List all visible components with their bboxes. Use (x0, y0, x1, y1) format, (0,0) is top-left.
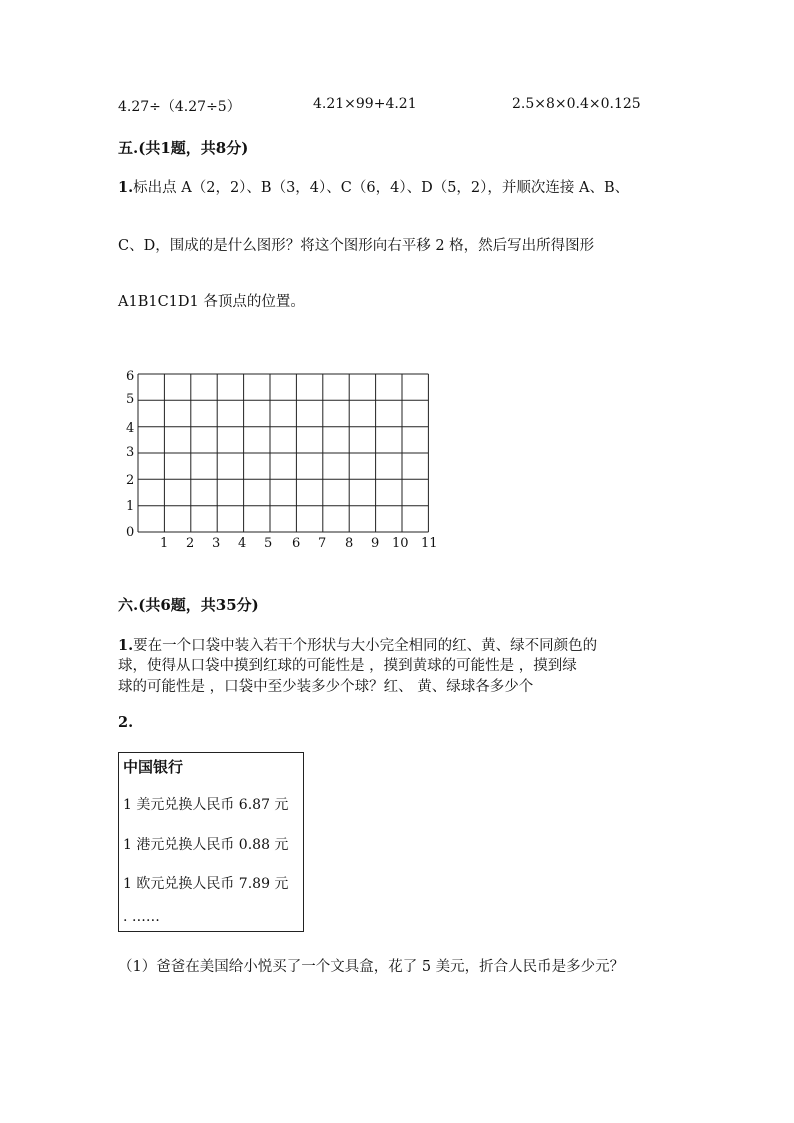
y-tick-label: 5 (126, 392, 135, 407)
question-text-line-2: C、D，围成的是什么图形？将这个图形向右平移 2 格，然后写出所得图形 (118, 238, 595, 254)
x-tick-label: 4 (238, 536, 247, 551)
section-6-heading: 六.(共6题，共35分) (118, 596, 259, 614)
expression-1: 4.27÷（4.27÷5） (118, 99, 241, 115)
x-tick-label: 5 (264, 536, 273, 551)
x-tick-label: 10 (392, 536, 409, 551)
ellipsis: . …… (123, 909, 160, 925)
question-text-line-1: 要在一个口袋中装入若干个形状与大小完全相同的红、黄、绿不同颜色的 (133, 638, 598, 654)
exchange-rate-row: 1 港元兑换人民币 0.88 元 (123, 837, 289, 853)
y-tick-label: 2 (126, 473, 135, 488)
section-6-question-1 (118, 634, 597, 655)
x-tick-label: 11 (421, 536, 438, 551)
x-tick-label: 7 (318, 536, 327, 551)
y-tick-label: 4 (126, 421, 135, 436)
bank-title: 中国银行 (123, 758, 184, 776)
x-tick-label: 2 (186, 536, 195, 551)
question-text-line-1: 标出点 A（2，2）、B（3，4）、C（6，4）、D（5，2），并顺次连接 A、B、 (133, 180, 630, 196)
x-tick-label: 6 (292, 536, 301, 551)
question-text-line-3: 球的可能性是 ，口袋中至少装多少个球？红、 黄、绿球各多少个 (118, 679, 534, 695)
section-6-question-2-number: 2. (118, 714, 134, 731)
y-tick-label: 3 (126, 445, 135, 460)
x-tick-label: 1 (160, 536, 169, 551)
question-text-line-2: 球，使得从口袋中摸到红球的可能性是 ，摸到黄球的可能性是 ，摸到绿 (118, 658, 577, 674)
question-number: 1. (118, 179, 134, 196)
sub-question-1: （1）爸爸在美国给小悦买了一个文具盒，花了 5 美元，折合人民币是多少元？ (118, 959, 625, 975)
x-tick-label: 8 (345, 536, 354, 551)
exchange-rate-row: 1 美元兑换人民币 6.87 元 (123, 797, 289, 813)
question-number: 1. (118, 637, 134, 654)
x-tick-label: 3 (212, 536, 221, 551)
section-5-heading: 五.(共1题，共8分) (118, 139, 249, 157)
expression-3: 2.5×8×0.4×0.125 (512, 96, 641, 112)
exchange-rate-row: 1 欧元兑换人民币 7.89 元 (123, 876, 289, 892)
x-tick-label: 9 (371, 536, 380, 551)
section-5-question-1 (118, 176, 629, 197)
expression-2: 4.21×99+4.21 (313, 96, 417, 112)
coordinate-grid (118, 366, 448, 556)
question-text-line-3: A1B1C1D1 各顶点的位置。 (118, 294, 305, 310)
y-tick-label: 1 (126, 499, 135, 514)
exchange-rate-table (118, 752, 304, 932)
y-tick-label: 6 (126, 369, 135, 384)
grid-lines (138, 374, 428, 532)
y-tick-label: 0 (126, 525, 135, 540)
